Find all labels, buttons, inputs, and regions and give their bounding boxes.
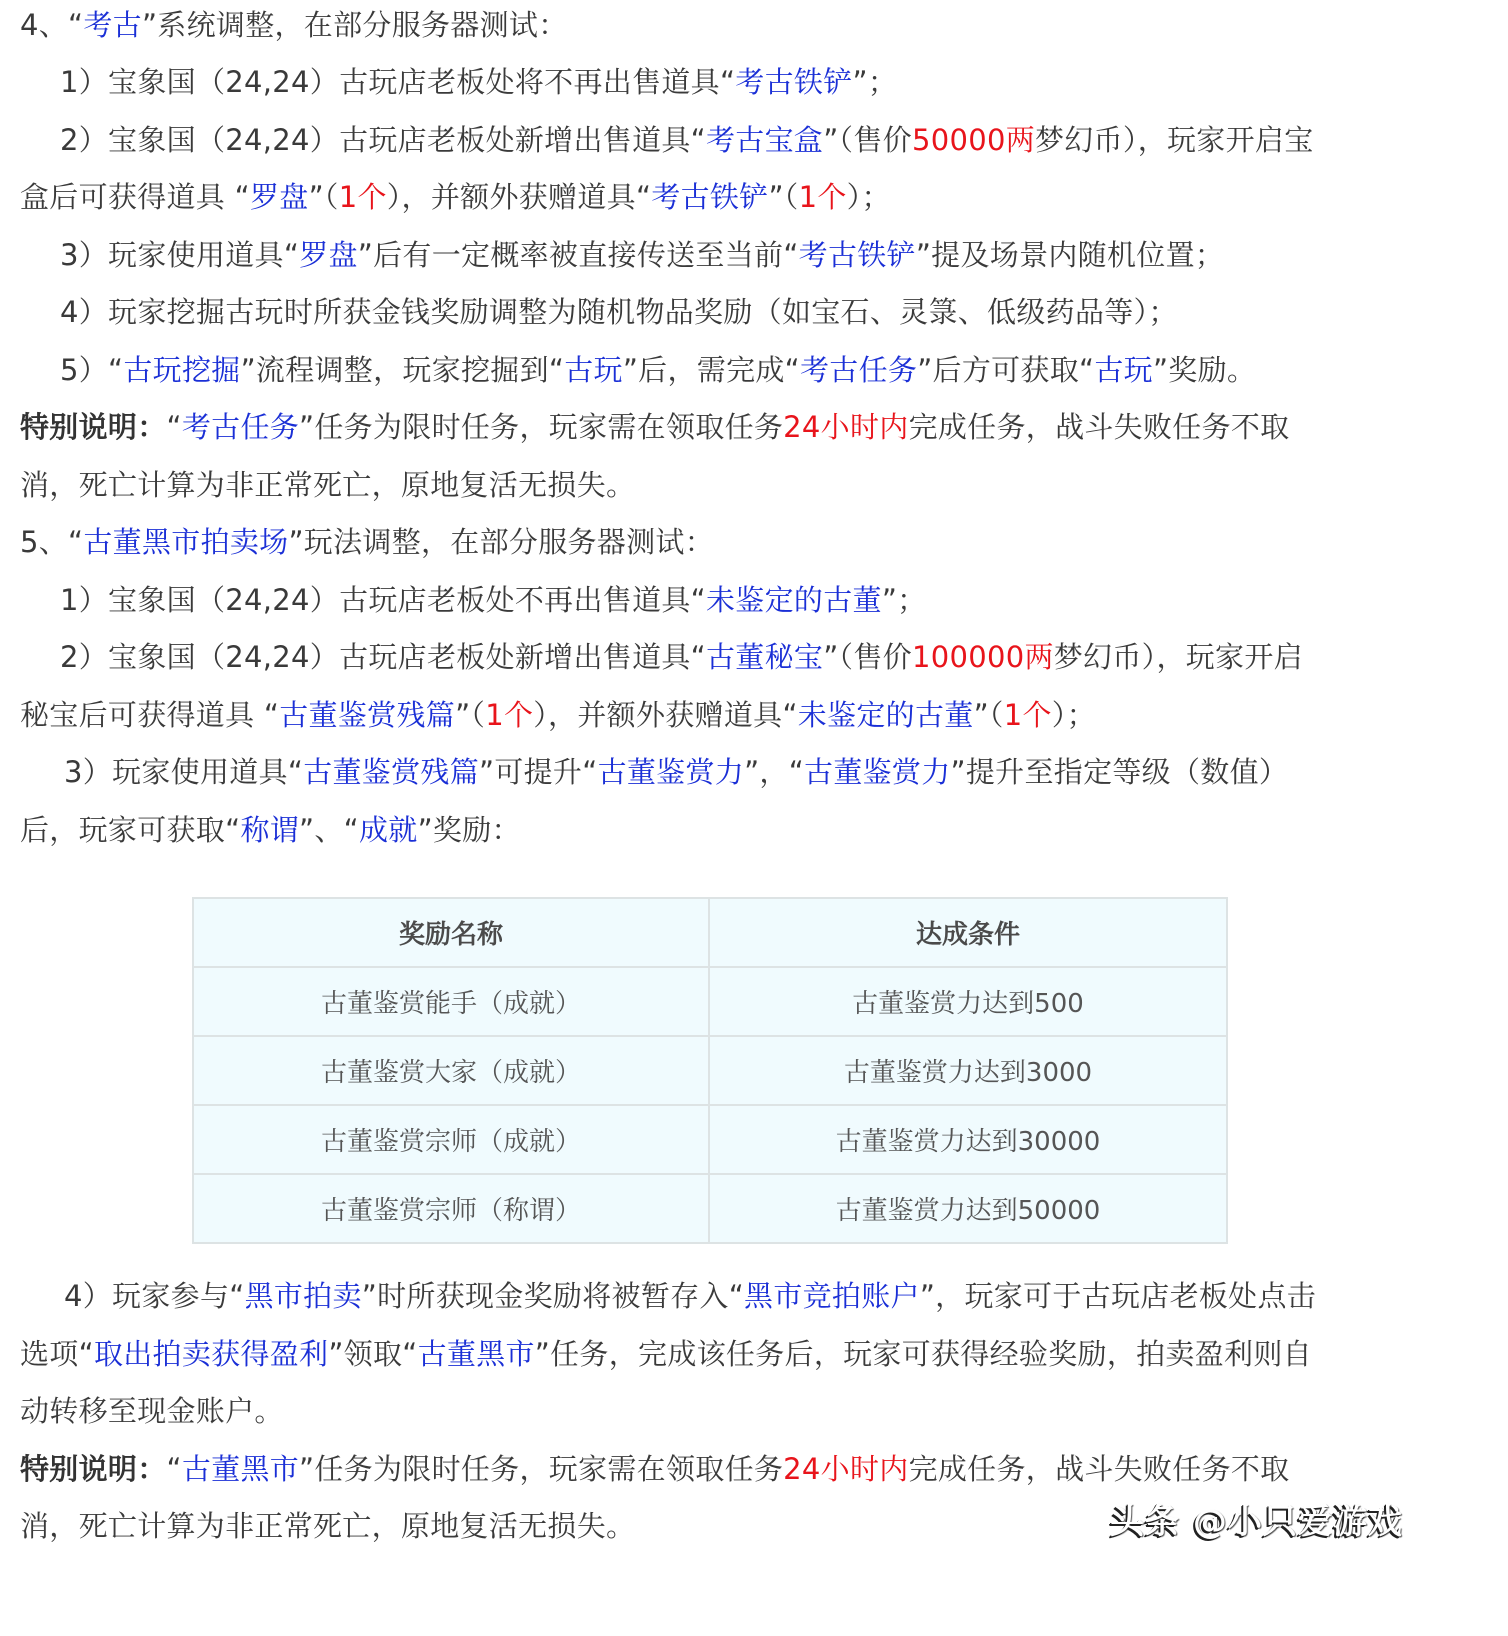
text: ”提及场景内随机位置； xyxy=(915,238,1225,272)
section-5-heading xyxy=(20,513,714,571)
condition-cell: 古董鉴赏力达到50000 xyxy=(709,1174,1227,1243)
section-4-item-3 xyxy=(20,226,1224,284)
text: ），并额外获赠道具“ xyxy=(533,698,798,732)
note-label: 特别说明： xyxy=(20,1452,167,1486)
reward-name-cell: 古董鉴赏大家（成就） xyxy=(193,1036,709,1105)
text: ”领取“ xyxy=(328,1337,418,1371)
term-link: 古玩 xyxy=(1094,353,1153,387)
text: 1）宝象国（24,24）古玩店老板处将不再出售道具“ xyxy=(60,65,736,99)
text: ）； xyxy=(846,180,891,214)
text: ”后方可获取“ xyxy=(917,353,1095,387)
reward-name-cell: 古董鉴赏宗师（成就） xyxy=(193,1105,709,1174)
time-highlight: 24小时内 xyxy=(783,1452,909,1486)
term-link: 古董秘宝 xyxy=(706,640,824,674)
term-link: 考古铁铲 xyxy=(798,238,916,272)
text: ”奖励。 xyxy=(1152,353,1257,387)
term-link: 黑市竞拍账户 xyxy=(744,1279,920,1313)
term-link: 成就 xyxy=(359,813,418,847)
term-link: 古董鉴赏残篇 xyxy=(303,755,479,789)
term-link: 未鉴定的古董 xyxy=(797,698,974,732)
text: ”，玩家可于古玩店老板处点击 xyxy=(919,1279,1317,1313)
text: 2）宝象国（24,24）古玩店老板处新增出售道具“ xyxy=(60,123,706,157)
text: ”； xyxy=(852,65,898,99)
table-row xyxy=(193,1036,1227,1105)
section-5-item-3-cont xyxy=(20,801,521,859)
term-link: 罗盘 xyxy=(299,238,358,272)
text: 3）玩家使用道具“ xyxy=(64,755,304,789)
text: ”奖励： xyxy=(417,813,521,847)
term-link: 称谓 xyxy=(240,813,300,847)
section-5-item-4-cont2 xyxy=(20,1382,284,1440)
rewards-table xyxy=(192,897,1228,1244)
text: ”时所获现金奖励将被暂存入“ xyxy=(361,1279,745,1313)
reward-name-cell: 古董鉴赏能手（成就） xyxy=(193,967,709,1036)
section-4-special-note-cont xyxy=(20,456,635,514)
text: ”提升至指定等级（数值） xyxy=(950,755,1289,789)
table-row xyxy=(193,1174,1227,1243)
text: 梦幻币），玩家开启宝 xyxy=(1035,123,1314,157)
term-link: 古董鉴赏力 xyxy=(597,755,745,789)
text: 选项“ xyxy=(20,1337,94,1371)
section-5-item-4-cont xyxy=(20,1325,1312,1383)
text: ”（ xyxy=(308,180,339,214)
term-link: 未鉴定的古董 xyxy=(706,583,882,617)
price-highlight: 100000两 xyxy=(911,640,1054,674)
text: ”任务为限时任务，玩家需在领取任务 xyxy=(299,1452,784,1486)
text: 盒后可获得道具 “ xyxy=(20,180,250,214)
count-highlight: 1个 xyxy=(1003,698,1052,732)
term-link: 古玩 xyxy=(564,353,623,387)
term-link: 取出拍卖获得盈利 xyxy=(93,1337,329,1371)
text: ”（售价 xyxy=(823,123,912,157)
condition-cell: 古董鉴赏力达到500 xyxy=(709,967,1227,1036)
term-link: 古董黑市拍卖场 xyxy=(83,525,289,559)
text: ”（ xyxy=(973,698,1004,732)
section-4-special-note xyxy=(20,398,1289,456)
text: “ xyxy=(166,410,182,444)
term-link: 考古 xyxy=(83,8,142,42)
text: 2）宝象国（24,24）古玩店老板处新增出售道具“ xyxy=(60,640,706,674)
text: 完成任务，战斗失败任务不取 xyxy=(908,410,1290,444)
text: 梦幻币），玩家开启 xyxy=(1053,640,1303,674)
count-highlight: 1个 xyxy=(798,180,847,214)
table-row xyxy=(193,1105,1227,1174)
condition-cell: 古董鉴赏力达到3000 xyxy=(709,1036,1227,1105)
section-5-item-2-cont xyxy=(20,686,1096,744)
text: 完成任务，战斗失败任务不取 xyxy=(908,1452,1290,1486)
text: ”（ xyxy=(455,698,486,732)
text: “ xyxy=(166,1452,182,1486)
term-link: 考古任务 xyxy=(181,410,300,444)
section-5-item-2 xyxy=(20,628,1303,686)
section-4-item-2 xyxy=(20,111,1314,169)
price-highlight: 50000两 xyxy=(911,123,1035,157)
text: ”后有一定概率被直接传送至当前“ xyxy=(357,238,799,272)
column-header-reward-name: 奖励名称 xyxy=(193,898,709,967)
watermark: 头条 @小只爱游戏 xyxy=(1110,1502,1403,1542)
text: ”后，需完成“ xyxy=(622,353,800,387)
condition-cell: 古董鉴赏力达到30000 xyxy=(709,1105,1227,1174)
text: 3）玩家使用道具“ xyxy=(60,238,300,272)
section-5-item-4 xyxy=(20,1267,1316,1325)
column-header-condition: 达成条件 xyxy=(709,898,1227,967)
text: 消，死亡计算为非正常死亡，原地复活无损失。 xyxy=(20,1509,636,1543)
table-header-row xyxy=(193,898,1227,967)
term-link: 古董黑市 xyxy=(417,1337,535,1371)
text: 秘宝后可获得道具 “ xyxy=(20,698,280,732)
table-row xyxy=(193,967,1227,1036)
text: ”，“ xyxy=(744,755,805,789)
text: ”任务，完成该任务后，玩家可获得经验奖励，拍卖盈利则自 xyxy=(534,1337,1312,1371)
text: ”任务为限时任务，玩家需在领取任务 xyxy=(299,410,784,444)
section-5-special-note-cont xyxy=(20,1497,635,1555)
term-link: 黑市拍卖 xyxy=(244,1279,362,1313)
text: ），并额外获赠道具“ xyxy=(386,180,652,214)
text: ”玩法调整，在部分服务器测试： xyxy=(288,525,715,559)
text: 4、“ xyxy=(20,8,84,42)
term-link: 考古铁铲 xyxy=(735,65,853,99)
section-4-heading xyxy=(20,0,568,54)
reward-name-cell: 古董鉴赏宗师（称谓） xyxy=(193,1174,709,1243)
section-5-special-note xyxy=(20,1440,1289,1498)
text: 1）宝象国（24,24）古玩店老板处不再出售道具“ xyxy=(60,583,706,617)
section-5-item-3 xyxy=(20,743,1288,801)
count-highlight: 1个 xyxy=(485,698,534,732)
section-4-item-4 xyxy=(20,283,1178,341)
text: 5）“ xyxy=(60,353,124,387)
term-link: 考古任务 xyxy=(800,353,918,387)
text: ”； xyxy=(881,583,927,617)
text: 消，死亡计算为非正常死亡，原地复活无损失。 xyxy=(20,468,636,502)
text: ”系统调整，在部分服务器测试： xyxy=(141,8,568,42)
text: 4）玩家参与“ xyxy=(64,1279,245,1313)
term-link: 古董鉴赏残篇 xyxy=(279,698,456,732)
term-link: 考古宝盒 xyxy=(706,123,824,157)
text: ”可提升“ xyxy=(479,755,598,789)
text: ”（ xyxy=(768,180,799,214)
note-label: 特别说明： xyxy=(20,410,167,444)
text: ”、“ xyxy=(299,813,359,847)
section-4-item-1 xyxy=(20,53,897,111)
text: 动转移至现金账户。 xyxy=(20,1394,284,1428)
text: ）； xyxy=(1051,698,1096,732)
text: 4）玩家挖掘古玩时所获金钱奖励调整为随机物品奖励（如宝石、灵箓、低级药品等）； xyxy=(60,295,1178,329)
term-link: 罗盘 xyxy=(249,180,309,214)
text: 后，玩家可获取“ xyxy=(20,813,241,847)
term-link: 古玩挖掘 xyxy=(123,353,241,387)
rewards-table-container xyxy=(192,897,1226,1252)
time-highlight: 24小时内 xyxy=(783,410,909,444)
term-link: 古董鉴赏力 xyxy=(804,755,951,789)
text: ”流程调整，玩家挖掘到“ xyxy=(240,353,565,387)
term-link: 古董黑市 xyxy=(181,1452,300,1486)
count-highlight: 1个 xyxy=(338,180,387,214)
section-4-item-2-cont xyxy=(20,168,891,226)
text: 5、“ xyxy=(20,525,84,559)
section-5-item-1 xyxy=(20,571,926,629)
term-link: 考古铁铲 xyxy=(651,180,769,214)
section-4-item-5 xyxy=(20,341,1256,399)
text: ”（售价 xyxy=(823,640,912,674)
